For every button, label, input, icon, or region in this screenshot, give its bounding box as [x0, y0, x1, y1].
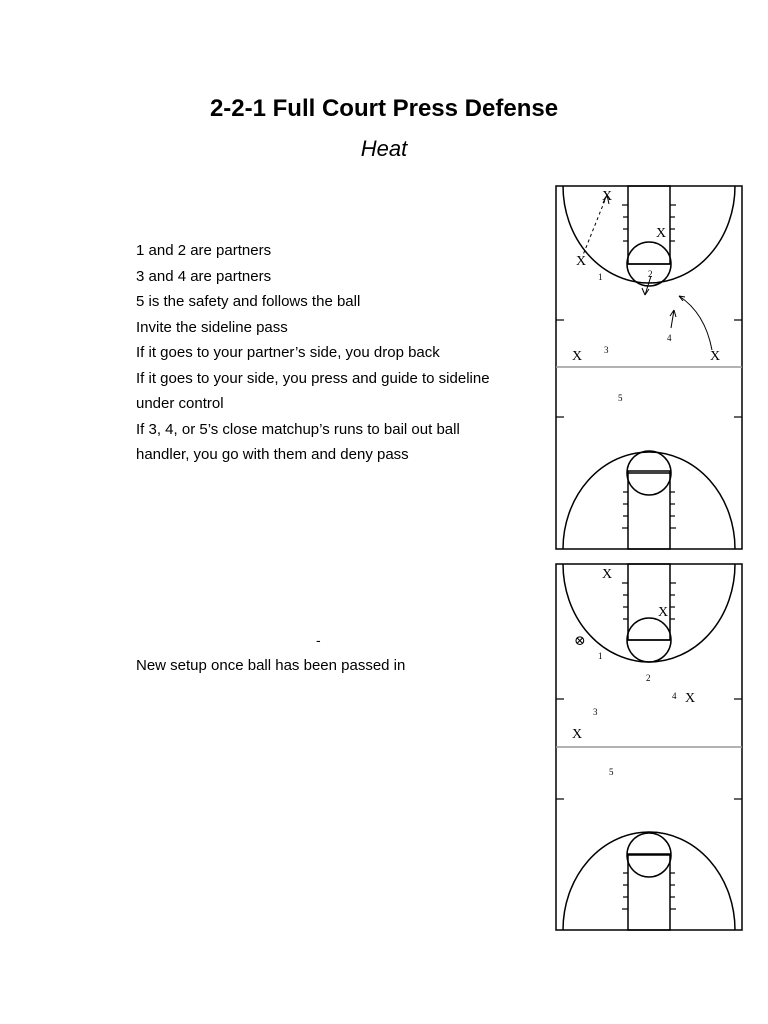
offense-player-mark: X — [576, 254, 587, 269]
defender-number: 3 — [604, 345, 609, 355]
offense-player-mark: X — [572, 727, 583, 742]
rules-list — [136, 238, 526, 468]
rule-line: 1 and 2 are partners — [136, 242, 272, 259]
rule-line: 5 is the safety and follows the ball — [136, 293, 361, 310]
lane-bottom — [628, 854, 670, 930]
arrowhead — [642, 288, 649, 295]
three-point-arc-bottom — [563, 832, 735, 930]
court-svg — [555, 185, 743, 550]
rule-line: If 3, 4, or 5’s close matchup’s runs to bail out ball — [136, 420, 460, 438]
offense-player-mark: X — [656, 226, 667, 241]
rule-line: Invite the sideline pass — [136, 318, 288, 336]
setup-caption: New setup once ball has been passed in — [136, 657, 406, 674]
lane-top — [628, 186, 670, 264]
three-point-arc-top — [563, 564, 735, 662]
inbound-pass-arrow — [583, 195, 607, 255]
rule-line: If it goes to your side, you press and guide to sideline — [136, 369, 490, 387]
court-svg — [555, 563, 743, 931]
rule-line: under control — [136, 395, 224, 412]
page-title: 2-2-1 Full Court Press Defense — [209, 95, 559, 122]
three-point-arc-bottom — [563, 452, 735, 549]
defender-number: 1 — [598, 272, 603, 282]
offense-player-mark: X — [658, 605, 669, 620]
offense-player-mark: X — [685, 691, 696, 706]
separator-dash: - — [316, 632, 321, 648]
court-diagram-after-inbound — [555, 563, 743, 931]
page-subtitle: Heat — [360, 136, 408, 161]
offense-player-mark: X — [602, 189, 613, 204]
offense-player-mark: X — [710, 349, 721, 364]
rule-line: 3 and 4 are partners — [136, 267, 272, 285]
defender-number: 5 — [609, 767, 614, 777]
defender-number: 4 — [667, 333, 672, 343]
defender-number: 1 — [598, 651, 603, 661]
lane-bottom — [628, 471, 670, 549]
court-diagram-initial — [555, 185, 743, 550]
rule-line: handler, you go with them and deny pass — [136, 446, 409, 463]
rule-line: If it goes to your partner’s side, you drop back — [136, 344, 440, 361]
defender-number: 2 — [646, 673, 651, 683]
lane-top — [628, 564, 670, 640]
offense-player-mark: X — [572, 349, 583, 364]
lane-hash-marks — [556, 583, 742, 909]
defender-number: 2 — [648, 269, 653, 279]
ball-handler-mark: ⊗ — [574, 634, 586, 649]
defender-number: 3 — [593, 707, 598, 717]
offense-player-mark: X — [602, 567, 613, 582]
defender-number: 4 — [672, 691, 677, 701]
offense-cut-arrow — [679, 296, 712, 350]
defender-number: 5 — [618, 393, 623, 403]
